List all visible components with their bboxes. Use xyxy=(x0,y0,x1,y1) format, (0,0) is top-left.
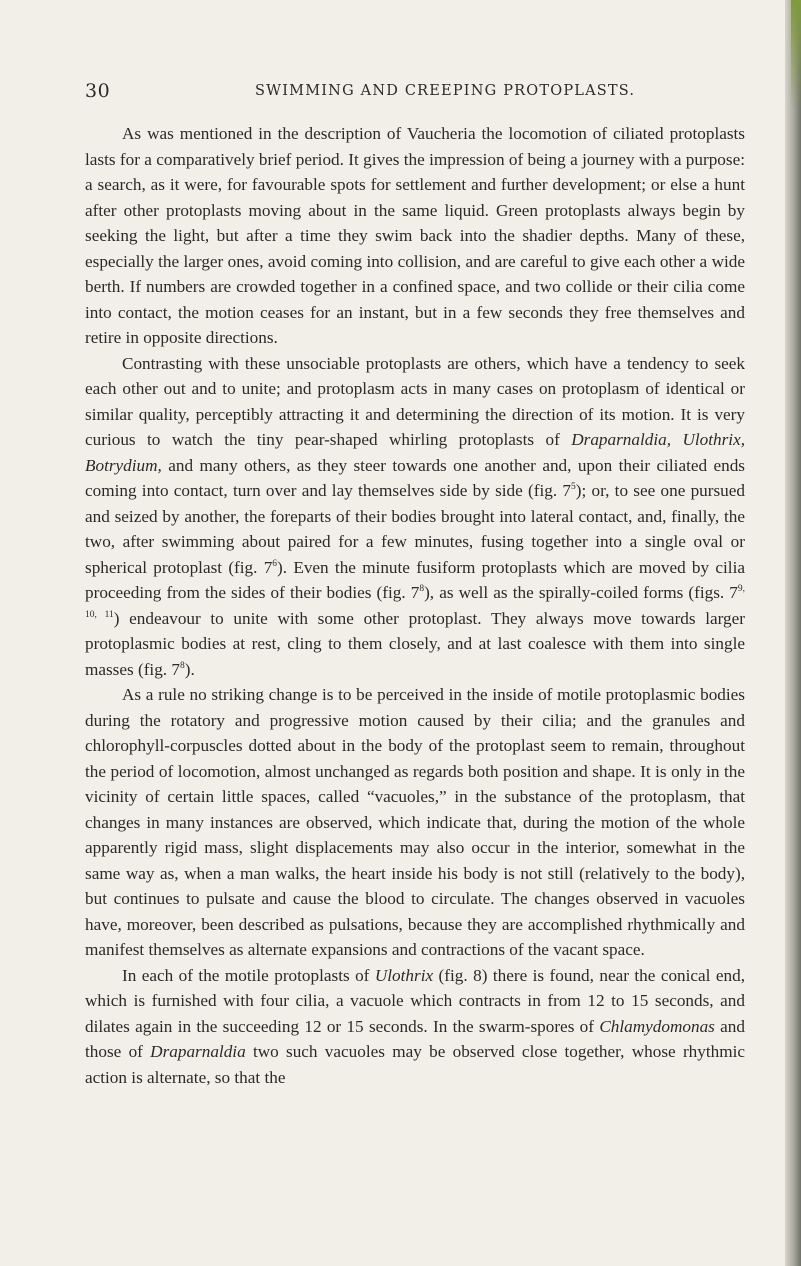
p4-text: In each of the motile protoplasts of xyxy=(122,965,375,985)
paragraph-2 xyxy=(85,351,745,683)
p2-text: ). Even the minute fusiform protoplasts which are moved by cilia proceeding from the sides of their bodies (fig. 7 xyxy=(85,557,745,602)
p4-text: two such vacuoles may be observed close together, whose rhythmic action is alternate, so that the xyxy=(85,1042,745,1087)
p4-text: and those of xyxy=(85,1016,745,1061)
p2-text: ) endeavour to unite with some other protoplast. They always move towards larger protoplasmic bodies at rest, cling to them closely, and at last coalesce with them into single masses (fig. 7 xyxy=(85,608,745,679)
page-number: 30 xyxy=(85,80,111,102)
running-title: SWIMMING AND CREEPING PROTOPLASTS. xyxy=(255,83,636,99)
genus-ulothrix: Ulothrix xyxy=(374,965,434,985)
p2-text: and many others, as they steer towards one another and, upon their ciliated ends coming into contact, turn over and lay themselves side by side (fig. 7 xyxy=(85,455,745,500)
p2-genera: Draparnaldia, Ulothrix, Botrydium, xyxy=(85,430,745,475)
page-edge xyxy=(785,0,801,1266)
page-edge-tint xyxy=(791,0,801,110)
fig-superscript: 6 xyxy=(272,558,278,569)
p2-text: ). xyxy=(184,659,195,679)
paragraph-3: As a rule no striking change is to be perceived in the inside of motile protoplasmic bodies during the rotatory and progressive motion caused by their cilia; and the granules and chlorophyll-corpuscles dotted about in the body of the protoplast seem to remain, throughout the period of locomotion, almost unchanged as regards both position and shape. It is only in the vicinity of certain little spaces, called “vacuoles,” in the substance of the protoplasm, that changes in many instances are observed, which indicate that, during the motion of the whole apparently rigid mass, slight displacements may also occur in the interior, somewhat in the same way as, when a man walks, the heart inside his body is not still (relatively to the body), but continues to pulsate and cause the blood to circulate. The changes observed in vacuoles have, moreover, been described as pulsations, because they are accomplished rhythmically and manifest themselves as alternate expansions and contractions of the vacant space. xyxy=(85,685,745,959)
fig-superscript: 8 xyxy=(180,660,185,671)
fig-superscript: 8 xyxy=(419,584,425,594)
paragraph-4 xyxy=(85,963,745,1091)
fig-superscript: 9, 10, 11 xyxy=(85,584,746,620)
page-header xyxy=(85,80,745,102)
p2-text: ); or, to see one pursued and seized by another, the foreparts of their bodies brought into lateral contact, and, finally, the two, after swimming about paired for a few minutes, fusing together into a single oval or spherical protoplast (fig. 7 xyxy=(85,481,745,577)
body-text xyxy=(85,121,745,1090)
genus-draparnaldia: Draparnaldia xyxy=(150,1042,246,1061)
paragraph-1: As was mentioned in the description of Vaucheria the locomotion of ciliated protoplasts lasts for a comparatively brief period. It gives the impression of being a journey with a purpose: a search, as it were, for favourable spots for settlement and further development; or else a hunt after other protoplasts moving about in the same liquid. Green protoplasts always begin by seeking the light, but after a time they swim back into the shadier depths. Many of these, especially the larger ones, avoid coming into collision, and are careful to give each other a wide berth. If numbers are crowded together in a confined space, and two collide or their cilia come into contact, the motion ceases for an instant, but in a few seconds they free themselves and retire in opposite directions. xyxy=(85,124,745,347)
fig-superscript: 5 xyxy=(570,482,576,492)
genus-chlamydomonas: Chlamydomonas xyxy=(599,1016,715,1036)
p2-text: Contrasting with these unsociable protoplasts are others, which have a tendency to seek each other out and to unite; and protoplasm acts in many cases on protoplasm of identical or similar quality, perceptibly attracting it and determining the direction of its motion. It is very curious to watch the tiny pear-shaped whirling protoplasts of xyxy=(85,353,745,449)
p2-text: ), as well as the spirally-coiled forms (figs. 7 xyxy=(424,583,738,602)
p4-text: (fig. 8) there is found, near the conical end, which is furnished with four cilia, a vacuole which contracts in from 12 to 15 seconds, and dilates again in the succeeding 12 or 15 seconds. In the swarm-spores of xyxy=(85,965,746,1036)
